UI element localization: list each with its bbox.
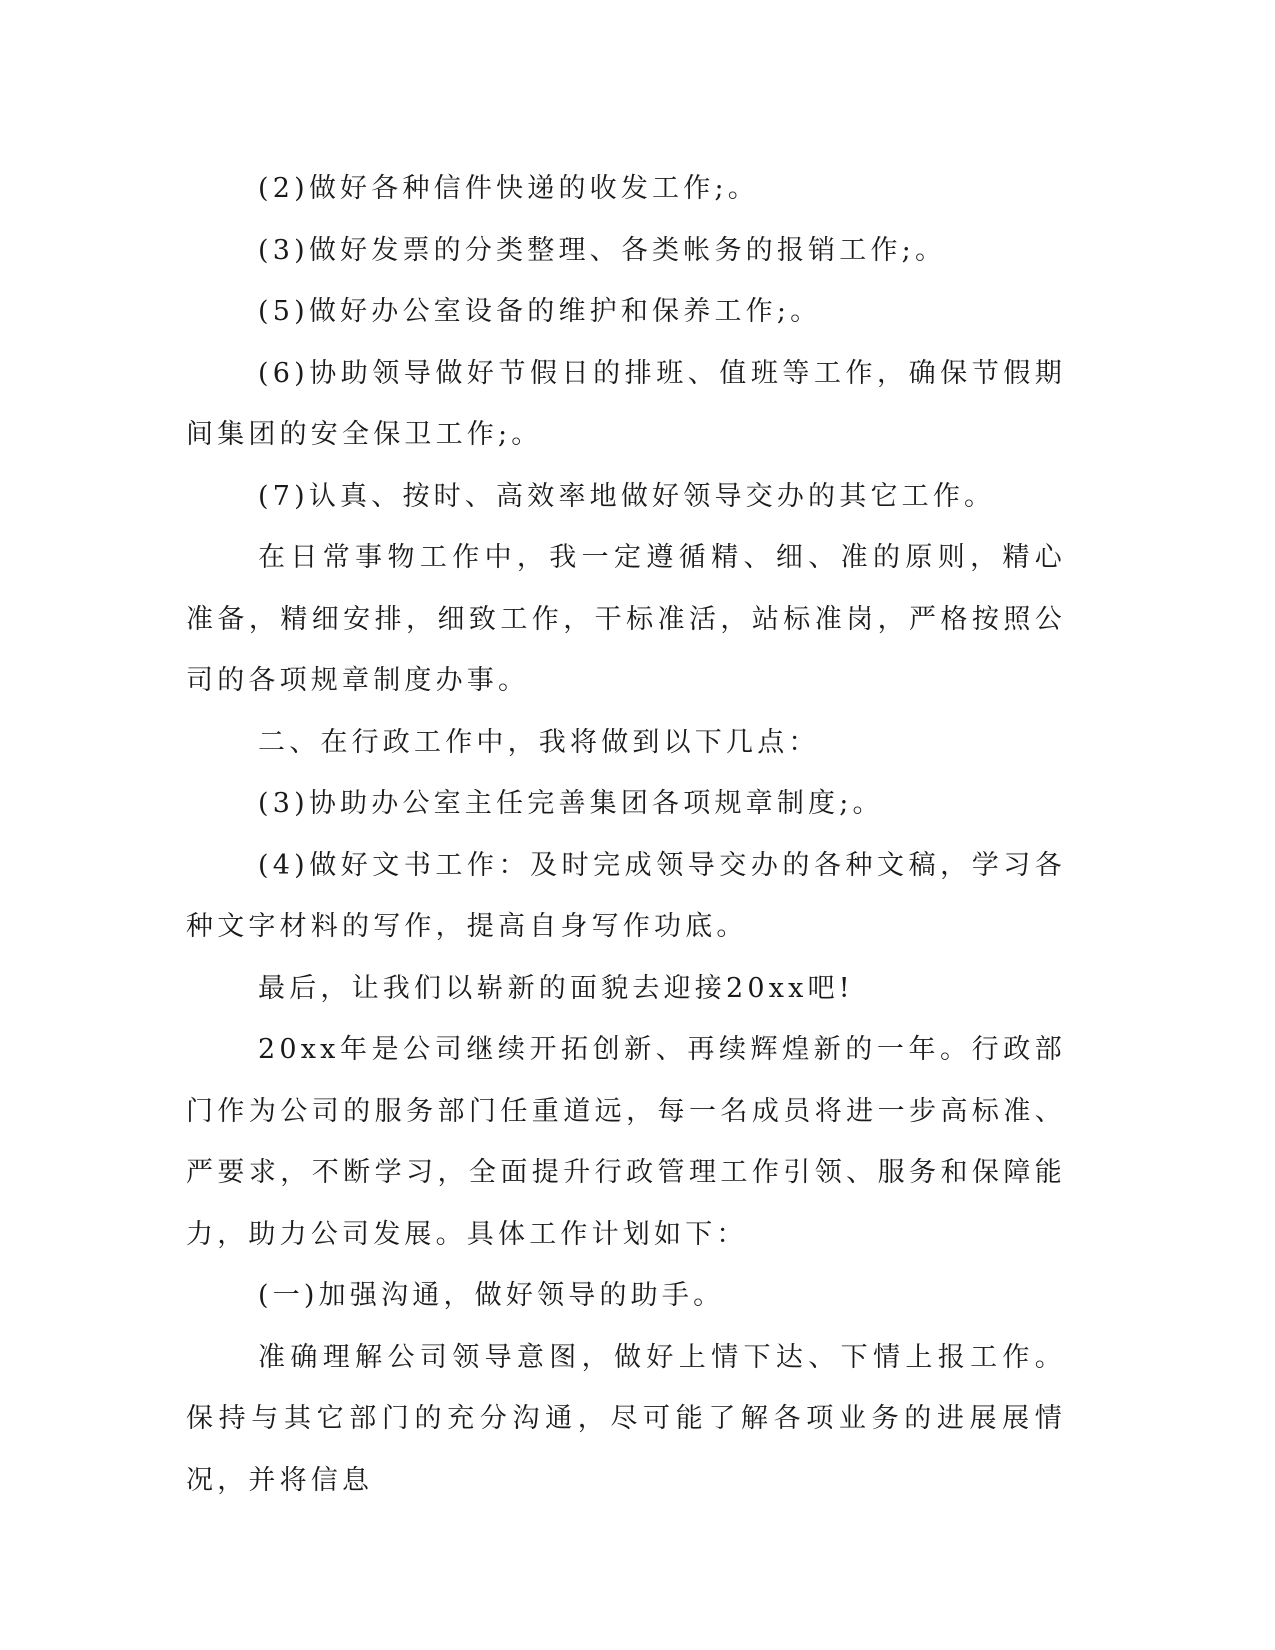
- document-body: [186, 158, 1066, 1511]
- paragraph-admin-item-4: (4)做好文书工作：及时完成领导交办的各种文稿，学习各种文字材料的写作，提高自身写作功底。: [186, 849, 1066, 942]
- section-heading-admin-work: 二、在行政工作中，我将做到以下几点：: [258, 726, 820, 758]
- paragraph-closing: 最后，让我们以崭新的面貌去迎接20xx吧!: [258, 972, 854, 1004]
- paragraph-daily-work: 在日常事物工作中，我一定遵循精、细、准的原则，精心准备，精细安排，细致工作，干标准活，站标准岗，严格按照公司的各项规章制度办事。: [186, 542, 1066, 696]
- paragraph-admin-item-3: (3)协助办公室主任完善集团各项规章制度;。: [258, 788, 884, 819]
- paragraph-item-2: (2)做好各种信件快递的收发工作;。: [258, 173, 759, 204]
- paragraph-item-5: (5)做好办公室设备的维护和保养工作;。: [258, 296, 822, 327]
- paragraph-year-plan: 20xx年是公司继续开拓创新、再续辉煌新的一年。行政部门作为公司的服务部门任重道远，每一名成员将进一步高标准、严要求，不断学习，全面提升行政管理工作引领、服务和保障能力，助力公司发展。具体工作计划如下：: [186, 1034, 1066, 1250]
- paragraph-item-7: (7)认真、按时、高效率地做好领导交办的其它工作。: [258, 480, 996, 512]
- paragraph-item-3: (3)做好发票的分类整理、各类帐务的报销工作;。: [258, 234, 947, 266]
- paragraph-item-6: (6)协助领导做好节假日的排班、值班等工作，确保节假期间集团的安全保卫工作;。: [186, 357, 1066, 450]
- paragraph-communication-detail: 准确理解公司领导意图，做好上情下达、下情上报工作。保持与其它部门的充分沟通，尽可能了解各项业务的进展展情况，并将信息: [186, 1341, 1066, 1496]
- subheading-communication: (一)加强沟通，做好领导的助手。: [258, 1280, 725, 1311]
